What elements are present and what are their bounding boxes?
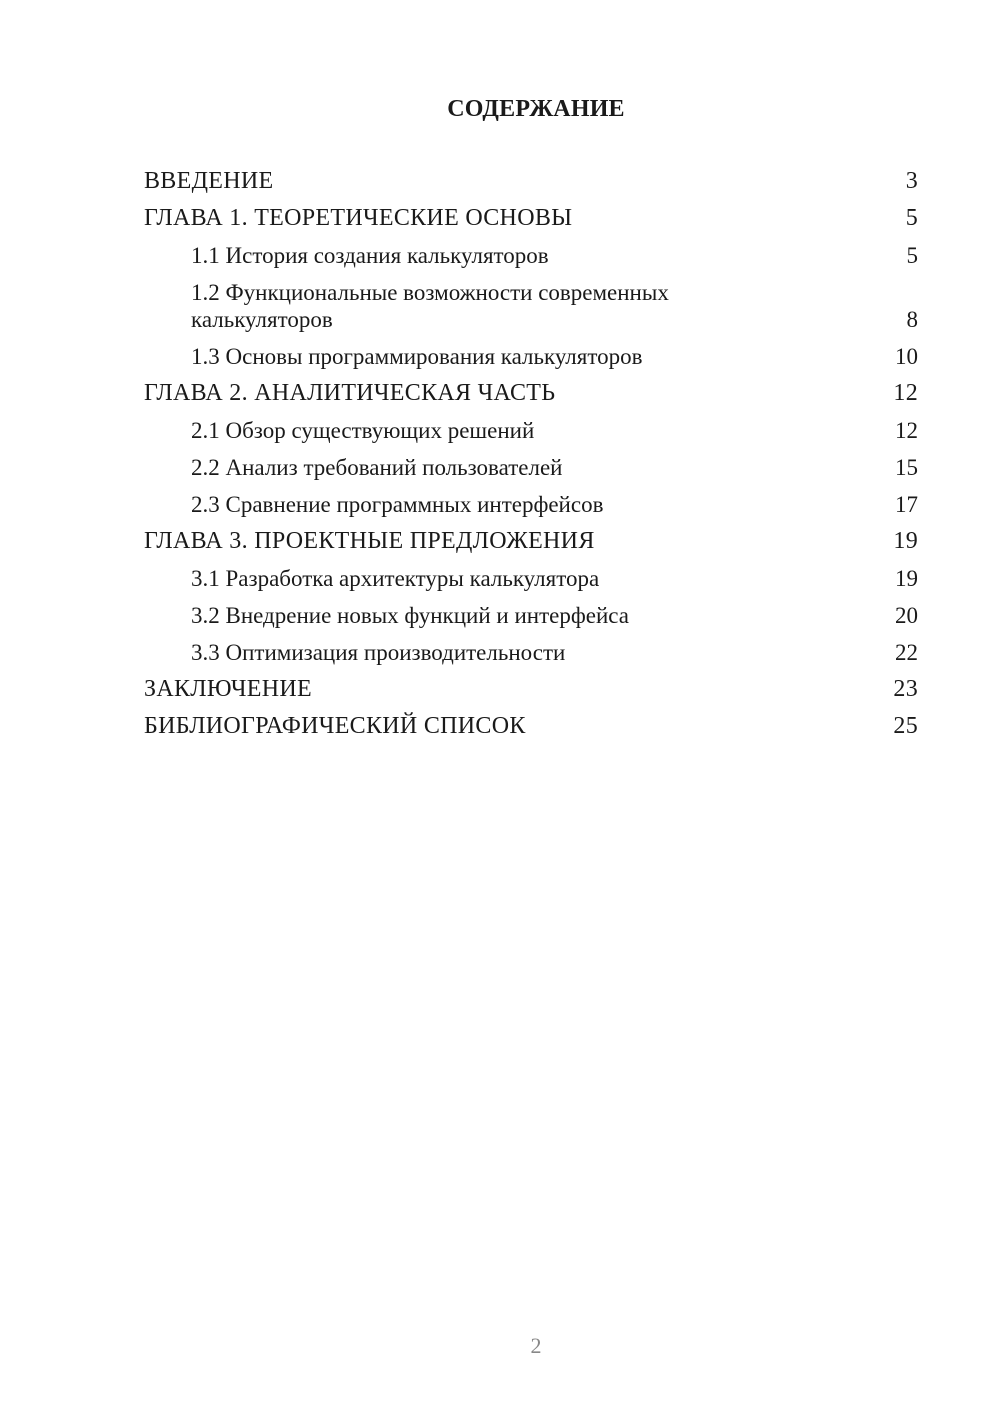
toc-entry-page: 19 xyxy=(893,528,918,554)
toc-entry-section-2-3[interactable] xyxy=(144,491,918,518)
toc-entry-title: БИБЛИОГРАФИЧЕСКИЙ СПИСОК xyxy=(144,713,526,739)
toc-entry-title: 1.1 История создания калькуляторов xyxy=(191,243,549,268)
toc-entry-title: 2.3 Сравнение программных интерфейсов xyxy=(191,492,604,517)
toc-entry-page: 17 xyxy=(895,492,918,517)
toc-entry-page: 12 xyxy=(893,380,918,406)
toc-entry-title: ГЛАВА 3. ПРОЕКТНЫЕ ПРЕДЛОЖЕНИЯ xyxy=(144,528,595,554)
toc-entry-page: 12 xyxy=(895,418,918,443)
toc-entry-section-1-3[interactable] xyxy=(144,343,918,370)
toc-entry-page: 8 xyxy=(906,307,918,332)
toc-entry-title: 2.2 Анализ требований пользователей xyxy=(191,455,563,480)
toc-entry-page: 3 xyxy=(905,168,918,194)
toc-entry-page: 20 xyxy=(895,603,918,628)
toc-entry-section-2-2[interactable] xyxy=(144,454,918,481)
toc-entry-section-3-2[interactable] xyxy=(144,602,918,629)
toc-entry-section-3-1[interactable] xyxy=(144,565,918,592)
toc-entry-title: 1.2 Функциональные возможности современных калькуляторов xyxy=(191,280,669,332)
toc-entry-chapter-3[interactable] xyxy=(144,528,918,555)
toc-entry-title: ГЛАВА 1. ТЕОРЕТИЧЕСКИЕ ОСНОВЫ xyxy=(144,205,573,231)
toc-entry-page: 15 xyxy=(895,455,918,480)
toc-entry-page: 5 xyxy=(905,205,918,231)
page-number: 2 xyxy=(530,1333,542,1358)
toc-entry-title: 3.1 Разработка архитектуры калькулятора xyxy=(191,566,600,591)
toc-entry-title: 1.3 Основы программирования калькуляторов xyxy=(191,344,643,369)
toc-entry-bibliography[interactable] xyxy=(144,713,918,740)
toc-entry-introduction[interactable] xyxy=(144,168,918,195)
table-of-contents xyxy=(144,168,918,750)
toc-entry-chapter-1[interactable] xyxy=(144,205,918,232)
toc-entry-page: 22 xyxy=(895,640,918,665)
toc-entry-page: 5 xyxy=(906,243,918,268)
toc-entry-title: 2.1 Обзор существующих решений xyxy=(191,418,535,443)
toc-entry-title: ГЛАВА 2. АНАЛИТИЧЕСКАЯ ЧАСТЬ xyxy=(144,380,556,406)
toc-entry-page: 19 xyxy=(895,566,918,591)
toc-entry-section-2-1[interactable] xyxy=(144,417,918,444)
toc-entry-page: 23 xyxy=(893,676,918,702)
toc-entry-page: 25 xyxy=(893,713,918,739)
toc-entry-title: 3.3 Оптимизация производительности xyxy=(191,640,566,665)
toc-entry-chapter-2[interactable] xyxy=(144,380,918,407)
toc-entry-section-3-3[interactable] xyxy=(144,639,918,666)
toc-entry-title: ЗАКЛЮЧЕНИЕ xyxy=(144,676,312,702)
toc-entry-conclusion[interactable] xyxy=(144,676,918,703)
toc-entry-section-1-2[interactable] xyxy=(144,279,918,333)
toc-entry-section-1-1[interactable] xyxy=(144,242,918,269)
page-title: СОДЕРЖАНИЕ xyxy=(447,96,625,122)
toc-entry-title: 3.2 Внедрение новых функций и интерфейса xyxy=(191,603,629,628)
toc-entry-page: 10 xyxy=(895,344,918,369)
toc-entry-title: ВВЕДЕНИЕ xyxy=(144,168,274,194)
